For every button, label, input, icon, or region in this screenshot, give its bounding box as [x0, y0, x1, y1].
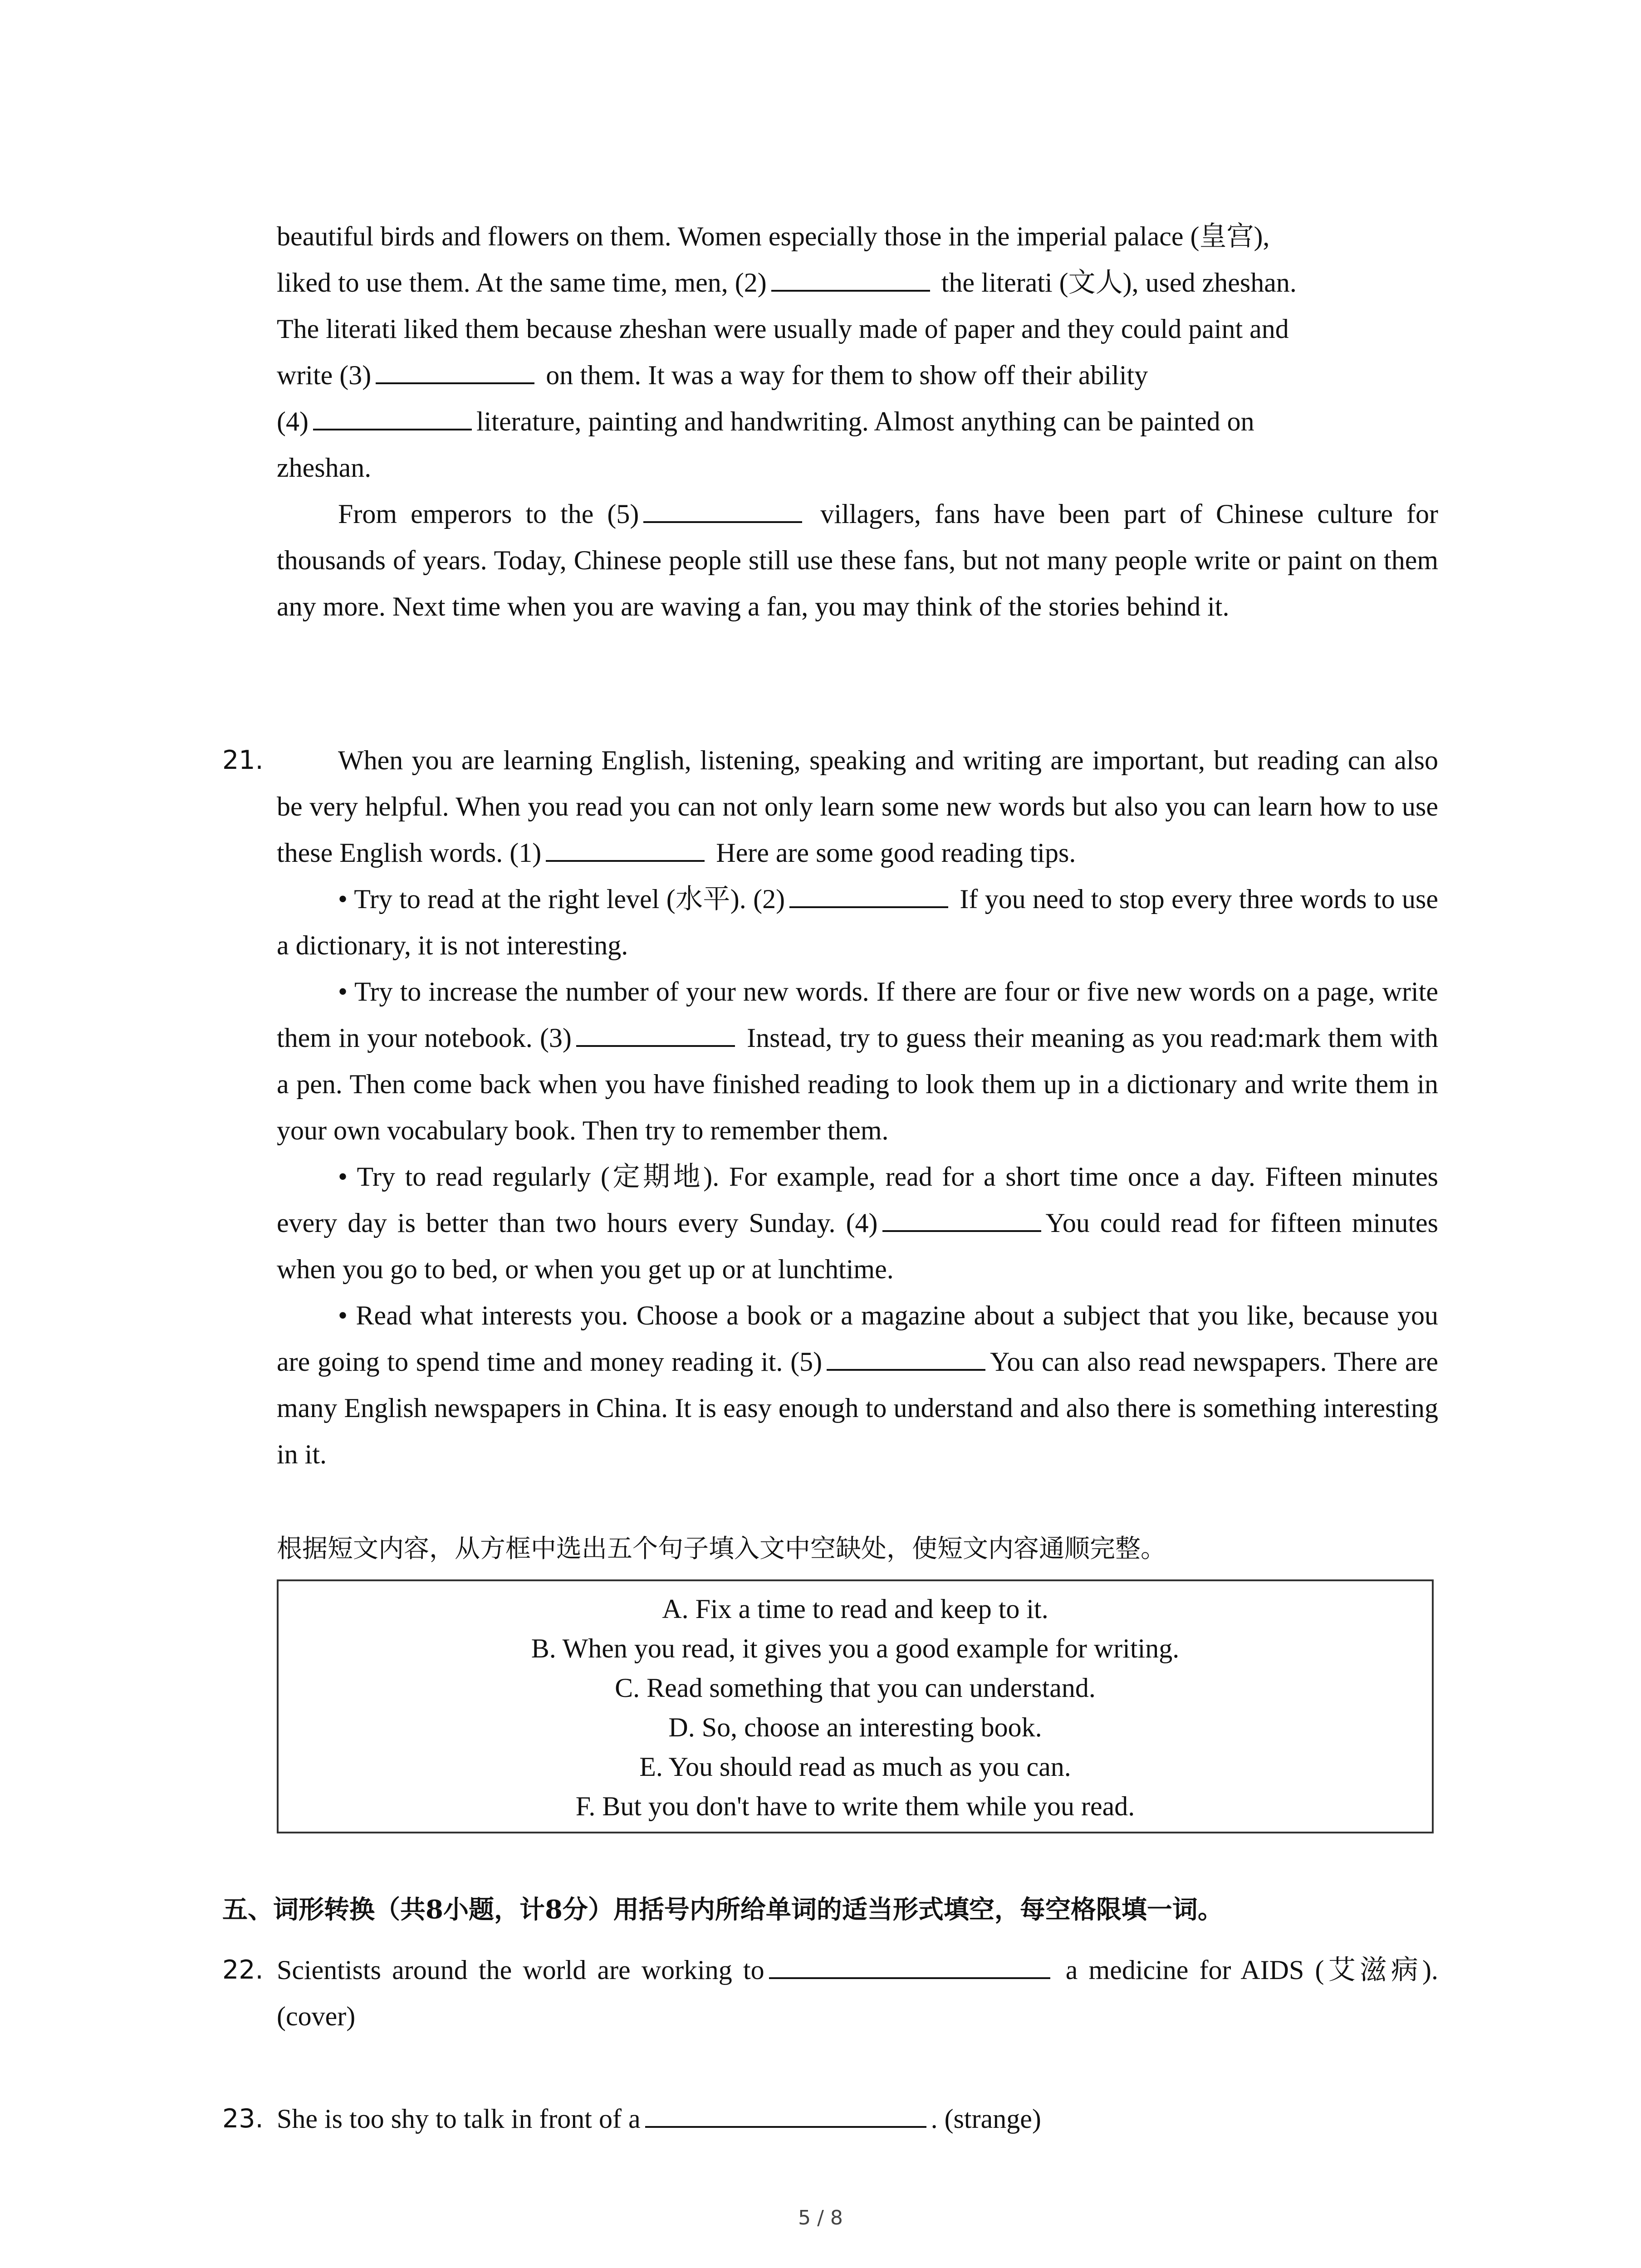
passage-text: villagers, fans have been part of Chinese culture for thousands of years. Today, Chinese people still use these fans, but not many people write or paint on them any more. Next time when you are waving a fan, you may think of the stories behind it.: [277, 499, 1438, 621]
reading-tip-4: [277, 1292, 1438, 1477]
reading-tip-3: [277, 1154, 1438, 1292]
passage-line: on them. It was a way for them to show off their ability: [539, 360, 1148, 390]
question-22: [277, 1947, 1438, 2039]
question-text: Scientists around the world are working to: [277, 1955, 764, 1985]
question-text: . (strange): [931, 2104, 1041, 2134]
reading-tip-2: [277, 968, 1438, 1154]
passage-line: zheshan.: [277, 453, 372, 483]
passage-line: literature, painting and handwriting. Almost anything can be painted on: [476, 406, 1254, 436]
answer-blank-2[interactable]: [771, 264, 930, 292]
passage-line: write (3): [277, 360, 372, 390]
option-c: C. Read something that you can understand.: [615, 1673, 1096, 1703]
question-number: 23.: [222, 2104, 264, 2134]
passage-text: Instead, try to guess their meaning as you read:mark them with a pen. Then come back when you have finished reading to look them up in a dictionary and write them in your own vocabulary book. Then try to remember them.: [277, 1023, 1438, 1145]
passage-text: When you are learning English, listening, speaking and writing are important, but reading can also be very helpful. When you read you can not only learn some new words but also you can learn how to use these English words. (1): [277, 745, 1438, 868]
question-text: She is too shy to talk in front of a: [277, 2104, 641, 2134]
option-f: F. But you don't have to write them while you read.: [575, 1791, 1135, 1821]
question-21-instruction: 根据短文内容，从方框中选出五个句子填入文中空缺处，使短文内容通顺完整。: [277, 1534, 1166, 1564]
passage-20-paragraph-2: [277, 491, 1438, 630]
passage-20-paragraph-1: [277, 213, 1438, 491]
answer-blank-1[interactable]: [546, 834, 705, 862]
section-5-title: 五、词形转换（共8小题，计8分）用括号内所给单词的适当形式填空，每空格限填一词。: [222, 1895, 1223, 1925]
passage-text: • Try to increase the number of your new words. If there are four or five new words on a page, write them in your notebook. (3): [277, 977, 1438, 1053]
answer-blank-23[interactable]: [645, 2100, 926, 2128]
question-23-text: [277, 2096, 1438, 2142]
reading-tip-1: [277, 876, 1438, 968]
answer-blank-5[interactable]: [827, 1343, 985, 1371]
question-23: [277, 2096, 1438, 2142]
passage-line: The literati liked them because zheshan were usually made of paper and they could paint and: [277, 314, 1289, 344]
question-number: 21.: [222, 745, 264, 775]
passage-text: • Try to read regularly (定期地). For example, read for a short time once a day. Fifteen minutes every day is better than two hours every Sunday. (4): [277, 1162, 1438, 1238]
answer-blank-4[interactable]: [882, 1204, 1041, 1232]
passage-text: If you need to stop every three words to use a dictionary, it is not interesting.: [277, 884, 1438, 960]
question-22-text: [277, 1947, 1438, 2039]
passage-text: You can also read newspapers. There are many English newspapers in China. It is easy enough to understand and also there is something interesting in it.: [277, 1347, 1438, 1469]
options-box: [277, 1579, 1434, 1833]
passage-line: (4): [277, 406, 309, 436]
option-a: A. Fix a time to read and keep to it.: [662, 1594, 1048, 1624]
question-number: 22.: [222, 1955, 264, 1985]
answer-blank-3[interactable]: [576, 1019, 735, 1047]
passage-text: You could read for fifteen minutes when you go to bed, or when you get up or at lunchtime.: [277, 1208, 1438, 1284]
answer-blank-2[interactable]: [789, 880, 948, 908]
answer-blank-4[interactable]: [313, 402, 472, 430]
passage-text: From emperors to the (5): [338, 499, 639, 529]
passage-line: liked to use them. At the same time, men, (2): [277, 268, 767, 298]
option-d: D. So, choose an interesting book.: [668, 1712, 1042, 1742]
passage-line: the literati (文人), used zheshan.: [934, 268, 1297, 298]
option-e: E. You should read as much as you can.: [639, 1752, 1071, 1782]
question-21-passage: [277, 737, 1438, 1477]
passage-text: • Try to read at the right level (水平). (2): [338, 884, 785, 914]
question-21-intro: [277, 737, 1438, 876]
option-b: B. When you read, it gives you a good example for writing.: [531, 1633, 1180, 1663]
passage-text: Here are some good reading tips.: [709, 838, 1076, 868]
answer-blank-5[interactable]: [643, 495, 802, 523]
question-text: a medicine for AIDS (艾滋病). (cover): [277, 1955, 1439, 2031]
page-number: 5 / 8: [798, 2206, 843, 2229]
answer-blank-22[interactable]: [769, 1951, 1050, 1979]
passage-20-continuation: [277, 213, 1438, 630]
answer-blank-3[interactable]: [376, 356, 534, 384]
passage-text: • Read what interests you. Choose a book or a magazine about a subject that you like, because you are going to spend time and money reading it. (5): [277, 1300, 1438, 1377]
passage-line: beautiful birds and flowers on them. Women especially those in the imperial palace (皇宫),: [277, 221, 1270, 251]
